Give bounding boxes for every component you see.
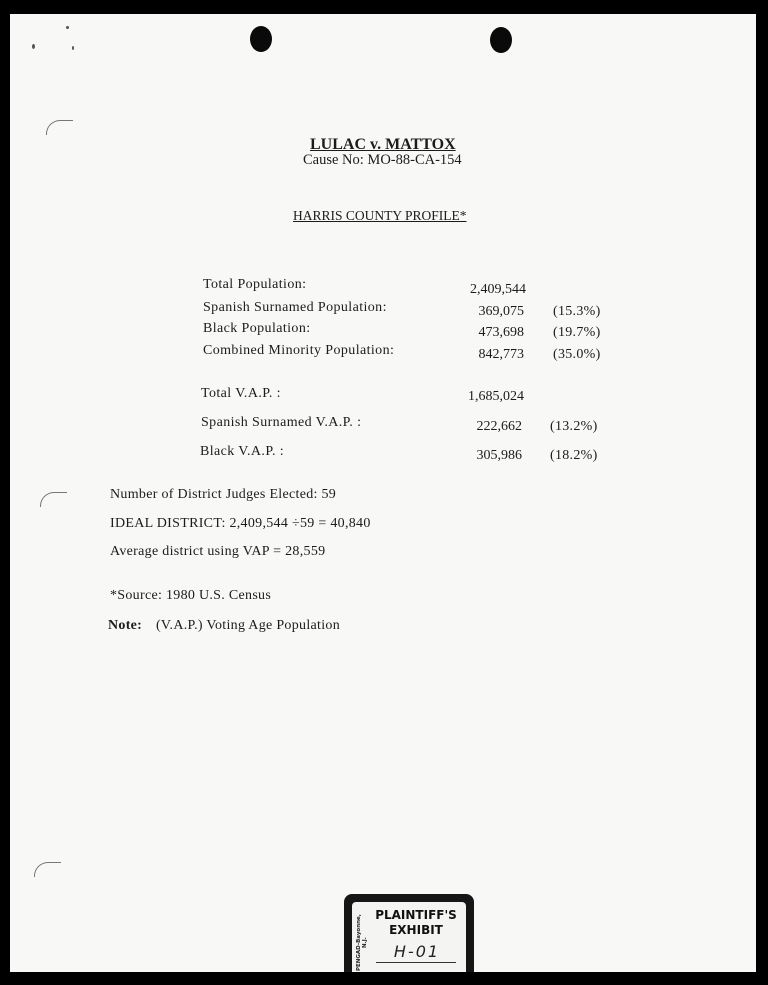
note-line bbox=[108, 618, 340, 634]
row-label-spanish-vap: Spanish Surnamed V.A.P. : bbox=[201, 415, 362, 430]
cause-number: Cause No: MO-88-CA-154 bbox=[303, 152, 462, 168]
punch-hole-right bbox=[490, 27, 512, 53]
row-value-spanish-vap: 222,662 bbox=[476, 419, 522, 434]
stamp-title-line1: PLAINTIFF'S bbox=[375, 908, 457, 922]
punch-hole-left bbox=[250, 26, 272, 52]
note-label: Note: bbox=[108, 618, 143, 633]
average-district-vap: Average district using VAP = 28,559 bbox=[110, 544, 326, 559]
row-value-total-population: 2,409,544 bbox=[470, 282, 526, 297]
row-label-total-population: Total Population: bbox=[203, 277, 307, 292]
row-pct-black-vap: (18.2%) bbox=[550, 448, 598, 463]
row-label-black-population: Black Population: bbox=[203, 321, 311, 336]
row-label-total-vap: Total V.A.P. : bbox=[201, 386, 281, 401]
row-value-spanish-population: 369,075 bbox=[478, 304, 524, 319]
row-value-black-vap: 305,986 bbox=[476, 448, 522, 463]
note-text: (V.A.P.) Voting Age Population bbox=[155, 618, 340, 633]
ideal-district: IDEAL DISTRICT: 2,409,544 ÷59 = 40,840 bbox=[110, 516, 371, 531]
source-footnote: *Source: 1980 U.S. Census bbox=[110, 588, 272, 603]
row-value-black-population: 473,698 bbox=[478, 325, 524, 340]
stamp-title bbox=[370, 908, 462, 938]
row-label-combined-population: Combined Minority Population: bbox=[203, 343, 395, 358]
scan-speck bbox=[72, 46, 74, 50]
row-label-black-vap: Black V.A.P. : bbox=[200, 444, 285, 459]
profile-title: HARRIS COUNTY PROFILE* bbox=[293, 208, 467, 223]
row-pct-spanish-vap: (13.2%) bbox=[550, 419, 598, 434]
margin-mark bbox=[34, 862, 61, 877]
row-pct-black-population: (19.7%) bbox=[553, 325, 601, 340]
margin-mark bbox=[46, 120, 73, 135]
scan-speck bbox=[32, 44, 35, 49]
exhibit-stamp-face bbox=[352, 902, 466, 972]
margin-mark bbox=[40, 492, 67, 507]
stamp-title-line2: EXHIBIT bbox=[389, 923, 443, 937]
judges-elected: Number of District Judges Elected: 59 bbox=[110, 487, 337, 502]
document-page bbox=[10, 14, 756, 972]
row-pct-combined-population: (35.0%) bbox=[553, 347, 601, 362]
case-title: LULAC v. MATTOX bbox=[310, 136, 456, 153]
scan-speck bbox=[66, 26, 69, 29]
row-value-total-vap: 1,685,024 bbox=[468, 389, 524, 404]
exhibit-stamp bbox=[344, 894, 474, 972]
stamp-number-line bbox=[376, 962, 456, 963]
stamp-vendor: PENGAD-Bayonne, N.J. bbox=[356, 914, 368, 972]
row-pct-spanish-population: (15.3%) bbox=[553, 304, 601, 319]
stamp-exhibit-number: H-01 bbox=[393, 942, 441, 961]
row-label-spanish-population: Spanish Surnamed Population: bbox=[203, 300, 387, 315]
row-value-combined-population: 842,773 bbox=[478, 347, 524, 362]
